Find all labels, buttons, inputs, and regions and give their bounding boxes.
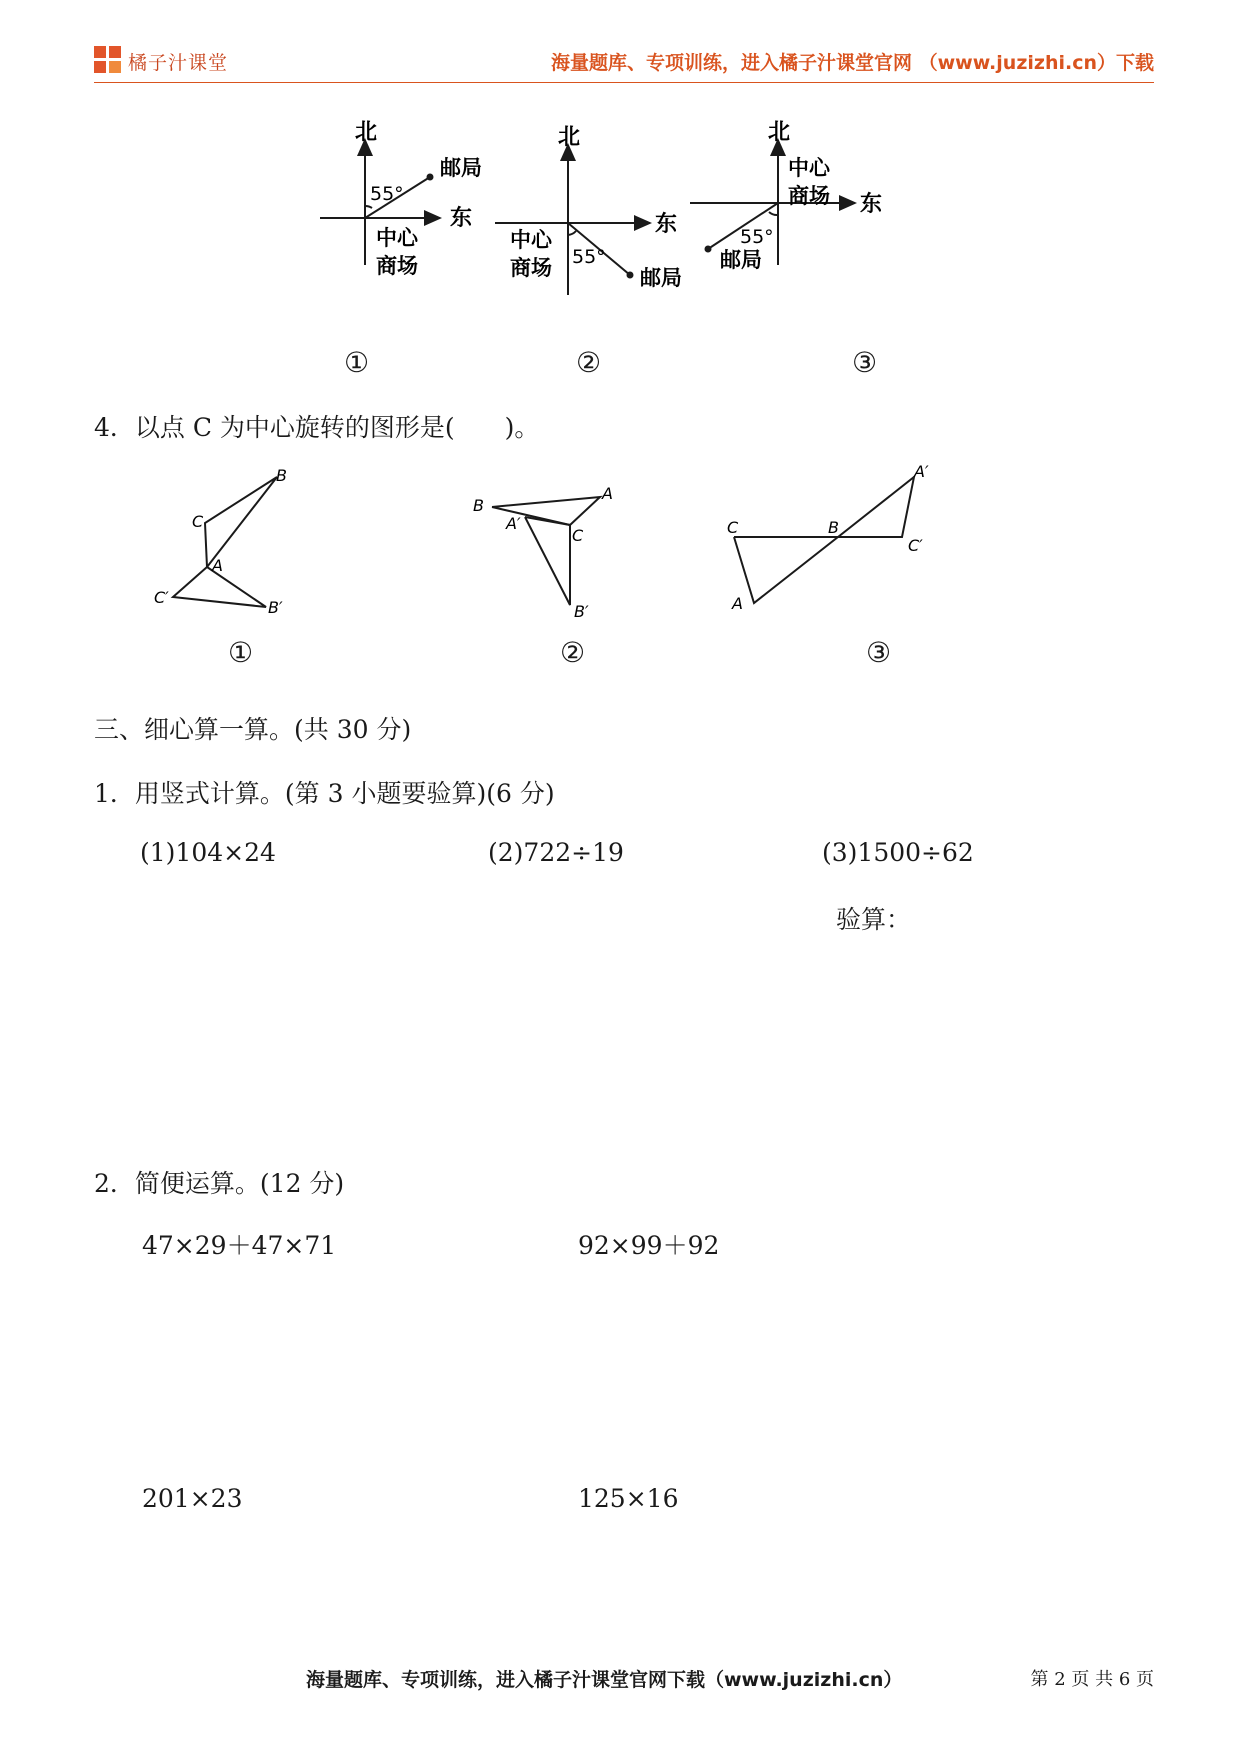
north-label-2: 北 (558, 125, 581, 150)
post-office-label-2: 邮局 (640, 266, 682, 290)
fig2-point-b: B (473, 496, 484, 515)
north-label-1: 北 (355, 120, 378, 145)
mall-label-1: 商场 (376, 254, 418, 278)
juzizhi-logo-icon (94, 46, 122, 74)
fig1-point-b1: B′ (268, 598, 283, 617)
center-label-1: 中心 (376, 226, 418, 250)
angle-label-1: 55° (370, 183, 404, 205)
rotation-option-2: ② (560, 636, 586, 669)
question-1-title: 1．用竖式计算。(第 3 小题要验算)(6 分) (94, 779, 555, 808)
center-label-2: 中心 (510, 228, 552, 252)
footer-text: 海量题库、专项训练，进入橘子汁课堂官网下载（www.juzizhi.cn） (306, 1669, 903, 1691)
fig1-point-a: A (212, 556, 223, 575)
simplify-item-1: 47×29＋47×71 (142, 1231, 337, 1260)
fig2-point-b1: B′ (574, 602, 589, 621)
post-office-label-3: 邮局 (720, 248, 762, 272)
rotation-figure-1 (173, 477, 277, 607)
calc-item-2: (2)722÷19 (488, 838, 624, 867)
fig3-point-b: B (828, 518, 839, 537)
rotation-option-1: ① (228, 636, 254, 669)
calc-item-3: (3)1500÷62 (822, 838, 974, 867)
header-logo (94, 44, 234, 76)
fig2-point-a1: A′ (506, 514, 521, 533)
east-label-2: 东 (655, 212, 678, 237)
fig3-point-a: A (732, 594, 743, 613)
mall-label-3: 商场 (788, 184, 830, 208)
fig3-point-c: C (727, 518, 739, 537)
simplify-item-2: 92×99＋92 (578, 1231, 720, 1260)
section-3-title: 三、细心算一算。(共 30 分) (94, 715, 412, 744)
header-slogan: 海量题库、专项训练，进入橘子汁课堂官网 （www.juzizhi.cn）下载 (551, 52, 1154, 74)
angle-label-2: 55° (572, 246, 606, 268)
simplify-item-3: 201×23 (142, 1484, 243, 1513)
fig2-point-c: C (572, 526, 584, 545)
compass-option-2: ② (576, 346, 602, 379)
post-office-label-1: 邮局 (440, 156, 482, 180)
rotation-figures (140, 455, 980, 630)
header-divider (94, 82, 1154, 83)
fig2-point-a: A (602, 484, 613, 503)
rotation-figure-3 (734, 477, 914, 603)
fig1-point-c: C (192, 512, 204, 531)
page-number: 第 2 页 共 6 页 (1030, 1669, 1154, 1690)
mall-label-2: 商场 (510, 256, 552, 280)
fig3-point-a1: A′ (914, 462, 929, 481)
calc-item-1: (1)104×24 (140, 838, 276, 867)
compass-option-3: ③ (852, 346, 878, 379)
simplify-item-4: 125×16 (578, 1484, 679, 1513)
question-4-text: 4．以点 C 为中心旋转的图形是( )。 (94, 413, 540, 442)
east-label-3: 东 (860, 192, 883, 217)
check-label: 验算： (836, 905, 912, 934)
rotation-option-3: ③ (866, 636, 892, 669)
east-label-1: 东 (450, 206, 473, 231)
compass-diagrams (310, 115, 930, 325)
angle-label-3: 55° (740, 226, 774, 248)
compass-option-1: ① (344, 346, 370, 379)
center-label-3: 中心 (788, 156, 830, 180)
fig1-point-b: B (276, 466, 287, 485)
fig3-point-c1: C′ (908, 536, 923, 555)
logo-text: 橘子汁课堂 (128, 52, 229, 74)
north-label-3: 北 (768, 120, 791, 145)
fig1-point-c1: C′ (154, 588, 169, 607)
question-2-title: 2．简便运算。(12 分) (94, 1169, 345, 1198)
